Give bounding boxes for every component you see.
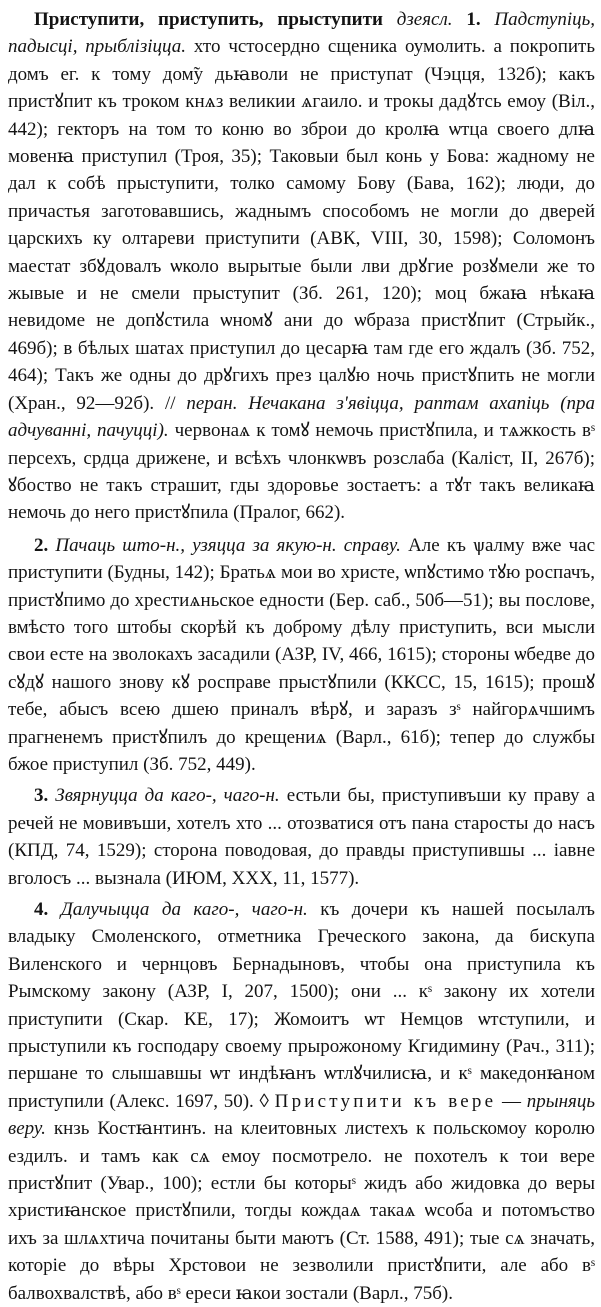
entry-sense-3: [8, 782, 595, 892]
sense-number: 3.: [34, 785, 49, 807]
idiom-marker: ◊: [259, 1090, 269, 1112]
idiom-citations: кнзь Костꙗнтинъ. на клеитовных листехъ к польскомоу королю ездилъ. и тамъ как сѧ емоу посмотрело. не похотелъ к тои вере пристꙋпит (Увар., 100); естли бы которыˢ жидъ або жидовка до веры христиꙗнское пристꙋпили, тогды кождаѧ такаѧ ѡсоба и потомъство ихъ за шлѧхтича почитаны быти маютъ (Ст. 1588, 491); тые сѧ значать, которіе до вѣры Хрстовои не зезволили пристꙋпити, але або вˢ балвохвалствѣ, або вˢ ереси ꙗкои зостали (Варл., 75б).: [8, 1118, 595, 1304]
headword: Приступити, приступить, прыступити: [34, 9, 383, 30]
sense-number: 1.: [466, 9, 481, 30]
idiom-dash: —: [501, 1090, 521, 1112]
entry-sense-4: [8, 896, 595, 1307]
subsense-label: перан.: [186, 392, 238, 414]
sense-definition: Звярнуцца да каго-, чаго-н.: [55, 785, 280, 807]
sense-number: 4.: [34, 899, 49, 920]
sense-citations: къ дочери къ нашей посылалъ владыку Смоленского, отметника Греческого закона, да бискупа Виленского и чернцовъ Бернадыновъ, чтобы она приступила къ Рымскому закону (АЗР, I, 207, 1500); они ... кˢ закону их хотели приступити (Скар. КЕ, 17); Жомоитъ ѡт Немцов ѡтступили, и прыступили къ господару своему прырожоному Кгидимину (Рач., 311); першане то слышавшы ѡт индѣꙗнъ ѡтлꙋчилисꙗ, и кˢ македонꙗном приступили (Алекс. 1697, 50).: [8, 899, 596, 1112]
sense-citations: Але къ ѱалму вже час приступити (Будны, 142); Братьѧ мои во христе, ѡпꙋстимо тꙋю роспачъ, пристꙋпимо до хрестиѧньское едности (Бер. саб., 50б—51); вы послове, вмѣсто того штобы скорѣй къ доброму дѣлу приступить, вси мысли свои есте на зволокахъ засадили (АЗР, IV, 466, 1615); стороны ѡбедве до сꙋдꙋ нашого знову кꙋ росправе прыстꙋпили (ККСС, 15, 1615); прошꙋ тебе, абысъ всею дшею приналъ вѣрꙋ, и заразъ зˢ найгорѧчшимъ прагненемъ пристꙋпилъ до крещениѧ (Варл., 61б); тепер до службы бжое приступил (Зб. 752, 449).: [8, 534, 596, 775]
sense-definition: Падступіць, падысці, прыблізіцца.: [8, 9, 596, 58]
subsense-citations: червонаѧ к томꙋ немочь пристꙋпила, и тѧжкость вˢ персехъ, срдца дрижене, и всѣхъ члонкѡвъ розслаба (Каліст, II, 267б); ꙋбоство не такъ страшит, гды здоровье зостаетъ: а тꙋт такъ великаꙗ немочь до него пристꙋпила (Пралог, 662).: [8, 420, 595, 524]
sense-definition: Далучыцца да каго-, чаго-н.: [60, 899, 308, 920]
subsense-marker: //: [164, 392, 176, 414]
entry-sense-2: [8, 532, 595, 779]
idiom-definition: прыняць веру.: [8, 1090, 596, 1140]
sense-number: 2.: [34, 534, 49, 556]
sense-definition: Пачаць што-н., узяцца за якую-н. справу.: [55, 534, 401, 556]
entry-sense-1: [8, 6, 595, 527]
sense-citations: хто чстосердно сщеника оумолить. а покропить домъ ег. к тому дом̃у дьꙗволи не приступат (Чэцця, 132б); какъ пристꙋпит къ троком кнѧз великии ѧгаило. и трокы дадꙋтсь емоу (Віл., 442); гекторъ на том то коню во зброи до кролꙗ ѡтца своего длꙗ мовенꙗ приступил (Троя, 35); Таковыи был конь у Бова: жадному не дал к собѣ прыступити, толко самому Бову (Бава, 162); люди, до причастья заготовавшись, жаднымъ способомъ не могли до дверей царскихъ ку олтареви приступити (АВК, VIII, 30, 1598); Соломонъ маестат збꙋдовалъ ѡколо вырытые были лви дрꙋгие розꙋмели же то жывые и не смели прыступит (Зб. 261, 120); моц бжаꙗ нѣкаꙗ невидоме не допꙋстила ѡномꙋ ани до ѡбраза пристꙋпит (Стрыйк., 469б); в бѣлых шатах приступил до цесарꙗ там где его ждалъ (Зб. 752, 464); Такъ же одны до дрꙋгихъ през цалꙋю ночь пристꙋпить не могли (Хран., 92—92б).: [8, 36, 595, 414]
idiom-phrase: Приступити къ вере: [274, 1090, 497, 1112]
sense-citations: естьли бы, приступивъши ку праву а речей не мовивъши, хотелъ хто ... отозватися отъ пана старосты до насъ (КПД, 74, 1529); сторона поводовая, до правды приступившы ... іавне вголосъ ... вызнала (ИЮМ, XXX, 11, 1577).: [8, 785, 596, 889]
subsense-definition: Нечакана з'явіцца, раптам ахапіць (пра адчуванні, пачуцці).: [8, 392, 596, 442]
part-of-speech: дзеясл.: [396, 9, 453, 30]
